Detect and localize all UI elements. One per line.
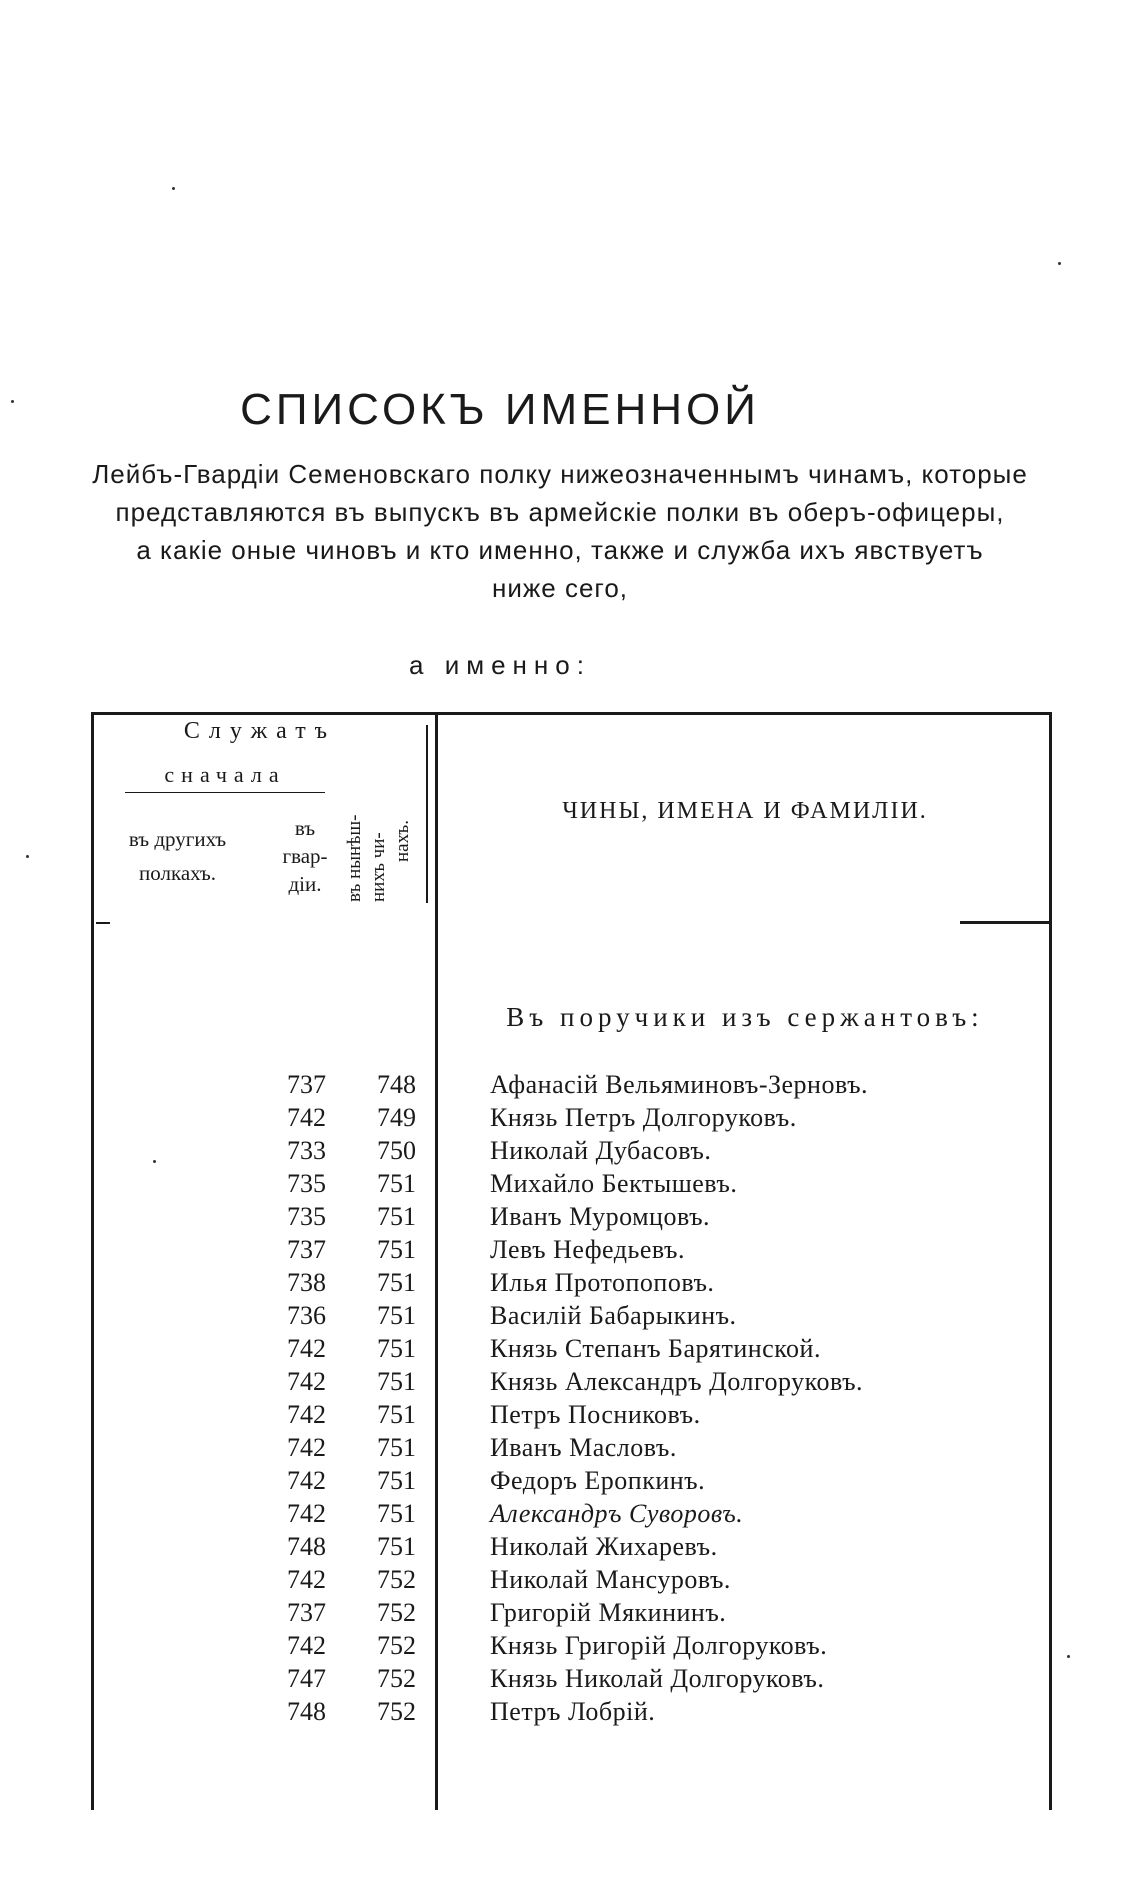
header-rank-line: нахъ. — [392, 820, 413, 862]
rank-year: 752 — [377, 1565, 416, 1594]
guard-year: 742 — [287, 1565, 326, 1594]
table-row — [0, 1532, 1140, 1565]
guard-year: 742 — [287, 1499, 326, 1528]
table-row — [0, 1301, 1140, 1334]
guard-year: 738 — [287, 1268, 326, 1297]
header-other-line: въ другихъ — [128, 827, 227, 851]
table-row — [0, 1664, 1140, 1697]
person-name: Федоръ Еропкинъ. — [490, 1466, 706, 1495]
table-row — [0, 1400, 1140, 1433]
scan-speck — [153, 1160, 156, 1163]
rank-year: 752 — [377, 1664, 416, 1693]
rank-year: 752 — [377, 1697, 416, 1726]
scan-speck — [11, 400, 14, 403]
rank-year: 748 — [377, 1070, 416, 1099]
header-other-regiments — [90, 822, 265, 890]
header-bottom-rule-left — [96, 922, 110, 924]
person-name: Левъ Нефедьевъ. — [490, 1235, 685, 1264]
person-name: Николай Дубасовъ. — [490, 1136, 712, 1165]
guard-year: 737 — [287, 1235, 326, 1264]
guard-year: 742 — [287, 1367, 326, 1396]
person-name: Николай Мансуровъ. — [490, 1565, 731, 1594]
person-name: Григорій Мякининъ. — [490, 1598, 727, 1627]
table-row — [0, 1598, 1140, 1631]
rank-year: 752 — [377, 1631, 416, 1660]
header-guard-line: діи. — [288, 872, 322, 896]
rank-year: 751 — [377, 1367, 416, 1396]
guard-year: 742 — [287, 1400, 326, 1429]
guard-year: 742 — [287, 1433, 326, 1462]
rank-year: 751 — [377, 1532, 416, 1561]
rank-year: 751 — [377, 1235, 416, 1264]
rank-year: 751 — [377, 1301, 416, 1330]
table-row — [0, 1103, 1140, 1136]
rank-year: 751 — [377, 1268, 416, 1297]
header-current-rank — [344, 762, 440, 902]
table-row — [0, 1235, 1140, 1268]
rank-year: 751 — [377, 1202, 416, 1231]
rank-year: 749 — [377, 1103, 416, 1132]
table-row — [0, 1499, 1140, 1532]
header-guard-line: въ — [294, 816, 316, 840]
table-row — [0, 1070, 1140, 1103]
table-row — [0, 1697, 1140, 1730]
guard-year: 748 — [287, 1697, 326, 1726]
guard-year: 735 — [287, 1169, 326, 1198]
guard-year: 742 — [287, 1631, 326, 1660]
guard-year: 742 — [287, 1334, 326, 1363]
intro-line: представляются въ выпускъ въ армейскіе полки въ оберъ-офицеры, — [115, 497, 1005, 527]
intro-line: а какіе оные чиновъ и кто именно, также и служба ихъ явствуетъ — [136, 535, 984, 565]
header-rank-line: въ нынѣш- — [344, 814, 365, 902]
person-name: Иванъ Муромцовъ. — [490, 1202, 711, 1231]
first-underline — [125, 792, 325, 793]
header-in-guard — [265, 814, 345, 898]
section-heading: Въ поручики изъ сержантовъ: — [506, 1002, 984, 1032]
table-row — [0, 1367, 1140, 1400]
table-row — [0, 1169, 1140, 1202]
guard-year: 742 — [287, 1466, 326, 1495]
person-name: Князь Николай Долгоруковъ. — [490, 1664, 825, 1693]
table-row — [0, 1433, 1140, 1466]
table-top-rule — [93, 712, 1051, 715]
person-name: Петръ Посниковъ. — [490, 1400, 701, 1429]
header-guard-line: гвар- — [282, 844, 328, 868]
table-row — [0, 1631, 1140, 1664]
person-name: Иванъ Масловъ. — [490, 1433, 677, 1462]
header-rank-line: нихъ чи- — [368, 832, 389, 902]
rank-year: 751 — [377, 1499, 416, 1528]
intro-line: Лейбъ-Гвардіи Семеновскаго полку нижеозначеннымъ чинамъ, которые — [92, 459, 1028, 489]
intro-paragraph — [80, 455, 1040, 607]
scan-speck — [26, 855, 29, 858]
intro-line: ниже сего, — [491, 573, 628, 603]
person-name: Николай Жихаревъ. — [490, 1532, 718, 1561]
header-first: сначала — [164, 762, 286, 787]
table-row — [0, 1268, 1140, 1301]
guard-year: 737 — [287, 1598, 326, 1627]
guard-year: 747 — [287, 1664, 326, 1693]
rank-year: 751 — [377, 1400, 416, 1429]
guard-year: 733 — [287, 1136, 326, 1165]
scan-speck — [172, 187, 175, 190]
rank-year: 752 — [377, 1598, 416, 1627]
table-row — [0, 1565, 1140, 1598]
guard-year: 735 — [287, 1202, 326, 1231]
scan-speck — [1058, 262, 1061, 265]
rank-year: 751 — [377, 1433, 416, 1462]
person-name: Михайло Бектышевъ. — [490, 1169, 738, 1198]
person-name: Илья Протопоповъ. — [490, 1268, 715, 1297]
header-bottom-rule — [960, 921, 1050, 924]
scan-speck — [1067, 1655, 1070, 1658]
person-name: Князь Александръ Долгоруковъ. — [490, 1367, 864, 1396]
person-name: Князь Степанъ Барятинской. — [490, 1334, 821, 1363]
person-name: Афанасій Вельяминовъ-Зерновъ. — [490, 1070, 869, 1099]
header-serve: Служатъ — [183, 718, 337, 744]
guard-year: 742 — [287, 1103, 326, 1132]
header-names-column: ЧИНЫ, ИМЕНА И ФАМИЛІИ. — [562, 798, 928, 824]
person-name: Александръ Суворовъ. — [490, 1499, 744, 1528]
person-name: Петръ Лобрій. — [490, 1697, 656, 1726]
rank-year: 751 — [377, 1466, 416, 1495]
table-body — [0, 1070, 1140, 1730]
page-title: СПИСОКЪ ИМЕННОЙ — [240, 385, 760, 434]
table-row — [0, 1202, 1140, 1235]
rank-year: 751 — [377, 1334, 416, 1363]
person-name: Князь Петръ Долгоруковъ. — [490, 1103, 797, 1132]
guard-year: 748 — [287, 1532, 326, 1561]
person-name: Василій Бабарыкинъ. — [490, 1301, 737, 1330]
rank-year: 751 — [377, 1169, 416, 1198]
guard-year: 736 — [287, 1301, 326, 1330]
table-row — [0, 1334, 1140, 1367]
subtitle: а именно: — [409, 650, 591, 680]
table-row — [0, 1136, 1140, 1169]
guard-year: 737 — [287, 1070, 326, 1099]
rank-year: 750 — [377, 1136, 416, 1165]
person-name: Князь Григорій Долгоруковъ. — [490, 1631, 828, 1660]
table-row — [0, 1466, 1140, 1499]
header-other-line: полкахъ. — [139, 861, 216, 885]
